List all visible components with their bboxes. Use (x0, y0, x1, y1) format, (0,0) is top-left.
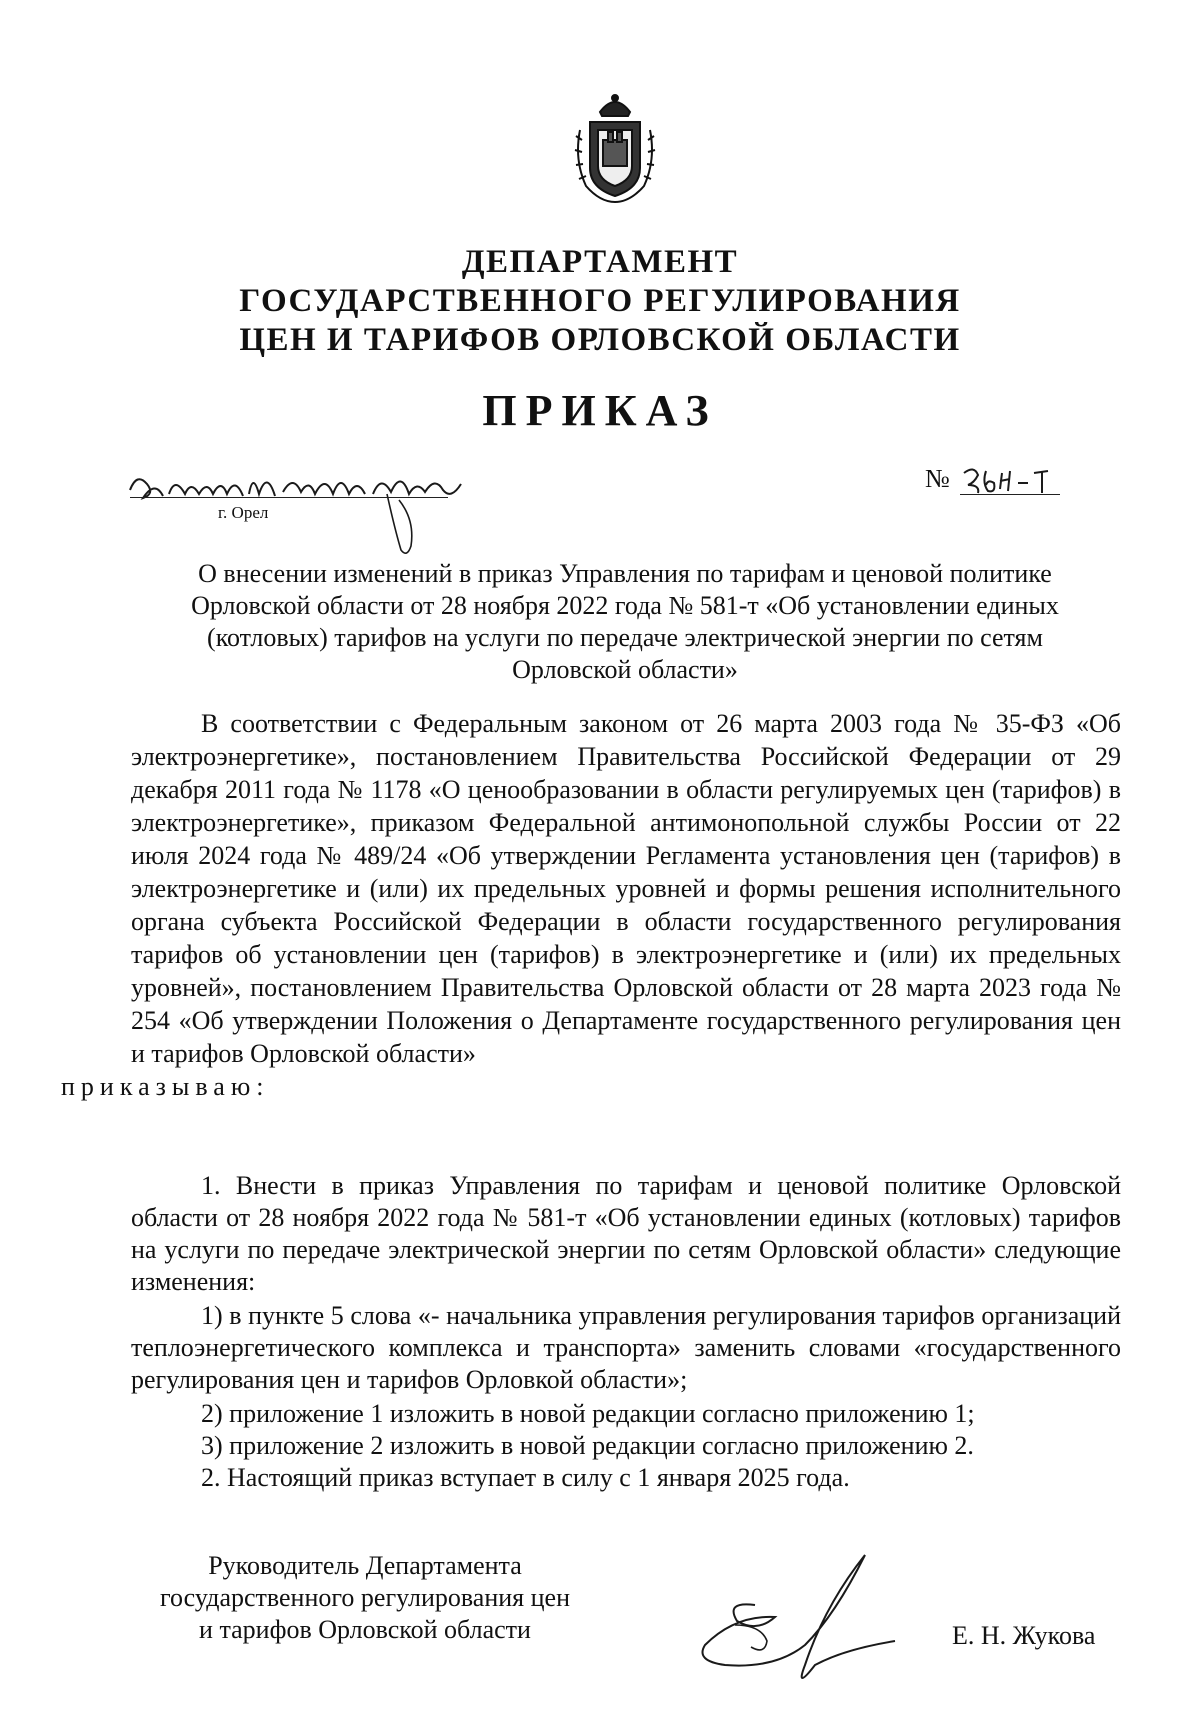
date-underline (130, 497, 448, 498)
signer-position-line: государственного регулирования цен (160, 1583, 570, 1612)
city-label: г. Орел (218, 503, 269, 522)
number-underline (960, 494, 1060, 495)
department-title-line: ЦЕН И ТАРИФОВ ОРЛОВСКОЙ ОБЛАСТИ (239, 322, 961, 358)
signer-name: Е. Н. Жукова (952, 1621, 1096, 1650)
handwritten-date (125, 450, 465, 560)
order-word: приказываю: (61, 1072, 270, 1101)
point-1-1: 1) в пункте 5 слова «- начальника управления регулирования тарифов организаций теплоэнергетического комплекса и транспорта» заменить словами «государственного регулирования цен и тарифов Орловкой области»; (131, 1301, 1121, 1394)
point-1: 1. Внести в приказ Управления по тарифам и ценовой политике Орловской области от 28 ноября 2022 года № 581-т «Об установлении единых (котловых) тарифов на услуги по передаче электрической энергии по сетям Орловской области» следующие изменения: (131, 1171, 1121, 1296)
signer-position-line: и тарифов Орловской области (199, 1615, 531, 1644)
preamble-text: В соответствии с Федеральным законом от 26 марта 2003 года № 35-ФЗ «Об электроэнергетике», постановлением Правительства Российской Федерации от 29 декабря 2011 года № 1178 «О ценообразовании в области регулируемых цен (тарифов) в электроэнергетике», приказом Федеральной антимонопольной службы России от 22 июля 2024 года № 489/24 «Об утверждении Регламента установления цен (тарифов) в электроэнергетике и (или) их предельных уровней и формы решения исполнительного органа субъекта Российской Федерации в области государственного регулирования тарифов об установлении цен (тарифов) в электроэнергетике и (или) их предельных уровней», постановлением Правительства Орловской области от 28 марта 2023 года № 254 «Об утверждении Положения о Департаменте государственного регулирования цен и тарифов Орловской области» (131, 709, 1121, 1068)
subject-line: О внесении изменений в приказ Управления по тарифам и ценовой политике (198, 559, 1052, 588)
handwritten-signature-icon (665, 1545, 925, 1695)
subject-line: Орловской области» (512, 655, 738, 684)
coat-of-arms-icon (570, 90, 660, 205)
point-1-2: 2) приложение 1 изложить в новой редакции согласно приложению 1; (201, 1399, 975, 1428)
preamble-paragraph (61, 707, 1121, 1103)
department-title-line: ГОСУДАРСТВЕННОГО РЕГУЛИРОВАНИЯ (239, 283, 961, 319)
order-subject (130, 558, 1120, 686)
subject-line: (котловых) тарифов на услуги по передаче электрической энергии по сетям (207, 623, 1043, 652)
signer-position (120, 1550, 610, 1646)
document-type-title: ПРИКАЗ (482, 386, 718, 435)
signer-position-line: Руководитель Департамента (208, 1551, 522, 1580)
number-label: № (925, 464, 950, 493)
department-title (130, 243, 1070, 360)
subject-line: Орловской области от 28 ноября 2022 года № 581-т «Об установлении единых (191, 591, 1059, 620)
point-1-3: 3) приложение 2 изложить в новой редакции согласно приложению 2. (201, 1431, 974, 1460)
point-2: 2. Настоящий приказ вступает в силу с 1 января 2025 года. (201, 1463, 850, 1492)
department-title-line: ДЕПАРТАМЕНТ (461, 244, 739, 280)
